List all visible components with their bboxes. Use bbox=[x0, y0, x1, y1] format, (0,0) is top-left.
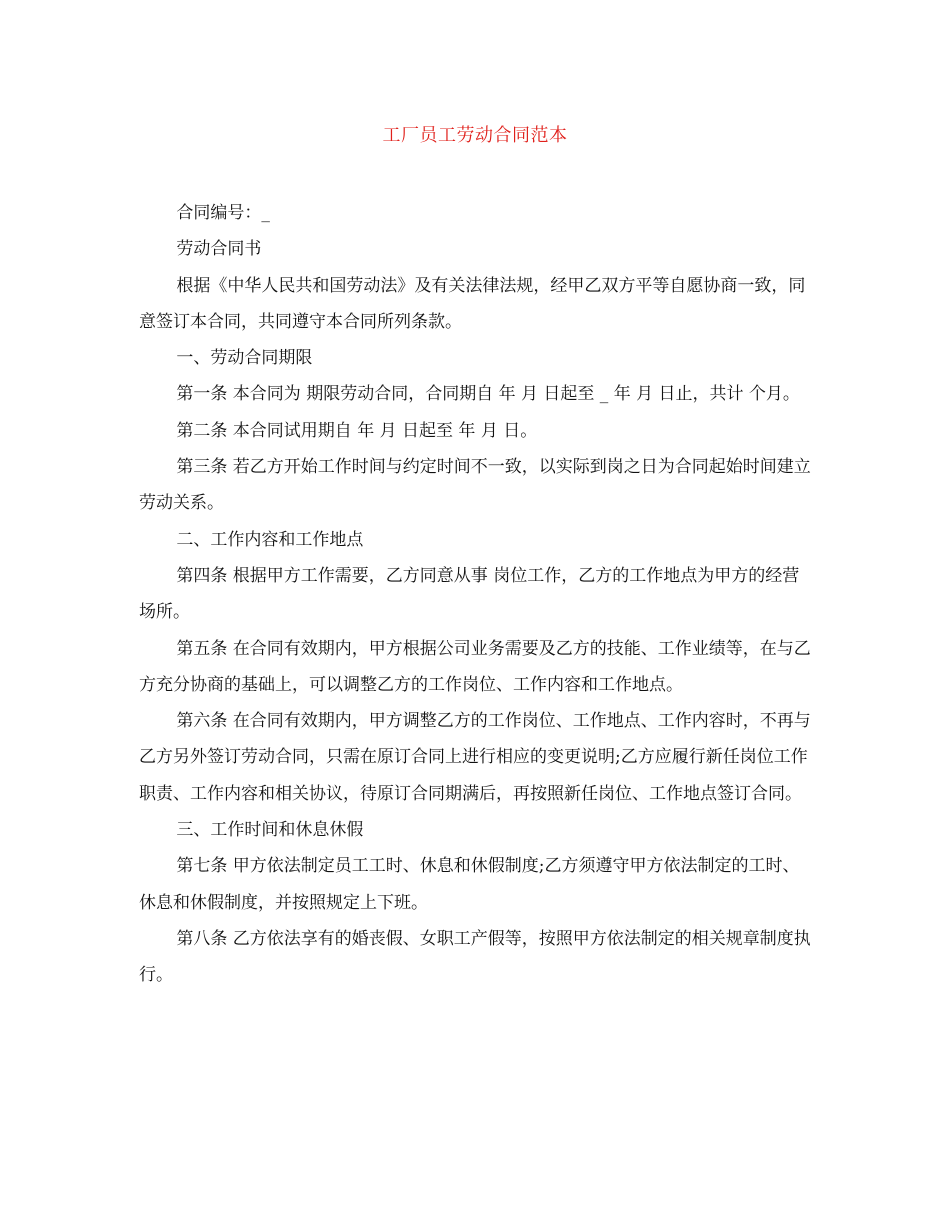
section-heading-hours: 三、工作时间和休息休假 bbox=[176, 820, 364, 841]
preamble-paragraph: 根据《中华人民共和国劳动法》及有关法律法规，经甲乙双方平等自愿协商一致，同意签订本合同，共同遵守本合同所列条款。 bbox=[139, 275, 806, 332]
document-title: 工厂员工劳动合同范本 bbox=[382, 125, 568, 146]
section-heading-work: 二、工作内容和工作地点 bbox=[176, 529, 364, 550]
contract-number: 合同编号：_ bbox=[176, 203, 270, 223]
article-6: 第六条 在合同有效期内，甲方调整乙方的工作岗位、工作地点、工作内容时，不再与乙方另外签订劳动合同，只需在原订合同上进行相应的变更说明;乙方应履行新任岗位工作职责、工作内容和相关协议，待原订合同期满后，再按照新任岗位、工作地点签订合同。 bbox=[139, 711, 811, 804]
document-body bbox=[139, 195, 811, 994]
article-4: 第四条 根据甲方工作需要，乙方同意从事 岗位工作，乙方的工作地点为甲方的经营场所。 bbox=[139, 565, 800, 623]
article-5: 第五条 在合同有效期内，甲方根据公司业务需要及乙方的技能、工作业绩等，在与乙方充分协商的基础上，可以调整乙方的工作岗位、工作内容和工作地点。 bbox=[139, 638, 811, 695]
contract-heading: 劳动合同书 bbox=[176, 239, 262, 260]
section-heading-term: 一、劳动合同期限 bbox=[176, 348, 313, 369]
article-8: 第八条 乙方依法享有的婚丧假、女职工产假等，按照甲方依法制定的相关规章制度执行。 bbox=[139, 928, 811, 986]
article-2: 第二条 本合同试用期自 年 月 日起至 年 月 日。 bbox=[176, 420, 538, 441]
article-7: 第七条 甲方依法制定员工工时、休息和休假制度;乙方须遵守甲方依法制定的工时、休息和休假制度，并按照规定上下班。 bbox=[139, 856, 800, 913]
article-3: 第三条 若乙方开始工作时间与约定时间不一致，以实际到岗之日为合同起始时间建立劳动关系。 bbox=[139, 457, 811, 514]
article-1: 第一条 本合同为 期限劳动合同，合同期自 年 月 日起至 _ 年 月 日止，共计 个月。 bbox=[176, 384, 800, 405]
